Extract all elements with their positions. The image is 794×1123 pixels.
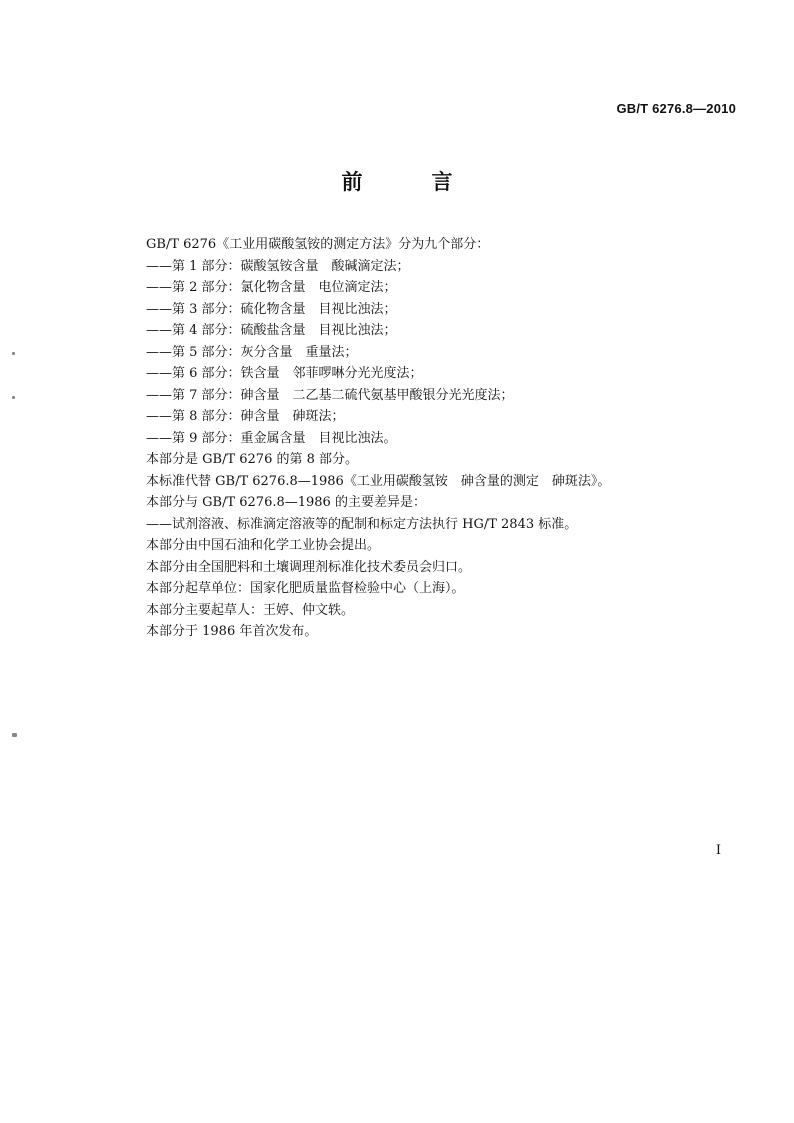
part-list-item: ——第 8 部分：砷含量 砷斑法； xyxy=(146,409,345,424)
drafting-unit-statement: 本部分起草单位：国家化肥质量监督检验中心（上海）。 xyxy=(146,581,465,596)
foreword-body xyxy=(146,234,766,643)
part-statement: 本部分是 GB/T 6276 的第 8 部分。 xyxy=(146,452,359,467)
part-list-item: ——第 3 部分：硫化物含量 目视比浊法； xyxy=(146,301,397,317)
part-list-item: ——第 2 部分：氯化物含量 电位滴定法； xyxy=(146,280,397,295)
scan-speck xyxy=(12,396,15,399)
replacement-statement: 本标准代替 GB/T 6276.8—1986《工业用碳酸氢铵 砷含量的测定 砷斑法》。 xyxy=(146,473,611,489)
page-number: I xyxy=(715,843,721,858)
part-list-item: ——第 5 部分：灰分含量 重量法； xyxy=(146,344,358,360)
part-list-item: ——第 4 部分：硫酸盐含量 目视比浊法； xyxy=(146,323,397,338)
first-issue-statement: 本部分于 1986 年首次发布。 xyxy=(146,624,318,639)
page-title: 前 言 xyxy=(341,170,477,194)
committee-statement: 本部分由全国肥料和土壤调理剂标准化技术委员会归口。 xyxy=(146,559,472,575)
intro-line: GB/T 6276《工业用碳酸氢铵的测定方法》分为九个部分： xyxy=(146,237,490,252)
scan-speck xyxy=(12,352,15,355)
standard-code: GB/T 6276.8—2010 xyxy=(616,101,736,116)
difference-item: ——试剂溶液、标准滴定溶液等的配制和标定方法执行 HG/T 2843 标准。 xyxy=(146,516,578,532)
part-list-item: ——第 9 部分：重金属含量 目视比浊法。 xyxy=(146,430,397,446)
proposer-statement: 本部分由中国石油和化学工业协会提出。 xyxy=(146,538,381,553)
part-list-item: ——第 6 部分：铁含量 邻菲啰啉分光光度法； xyxy=(146,366,423,381)
part-list-item: ——第 7 部分：砷含量 二乙基二硫代氨基甲酸银分光光度法； xyxy=(146,387,514,403)
scan-speck xyxy=(12,733,17,737)
differences-heading: 本部分与 GB/T 6276.8—1986 的主要差异是： xyxy=(146,495,426,510)
part-list-item: ——第 1 部分：碳酸氢铵含量 酸碱滴定法； xyxy=(146,258,410,274)
drafters-statement: 本部分主要起草人：王婷、仲文轶。 xyxy=(146,602,355,618)
